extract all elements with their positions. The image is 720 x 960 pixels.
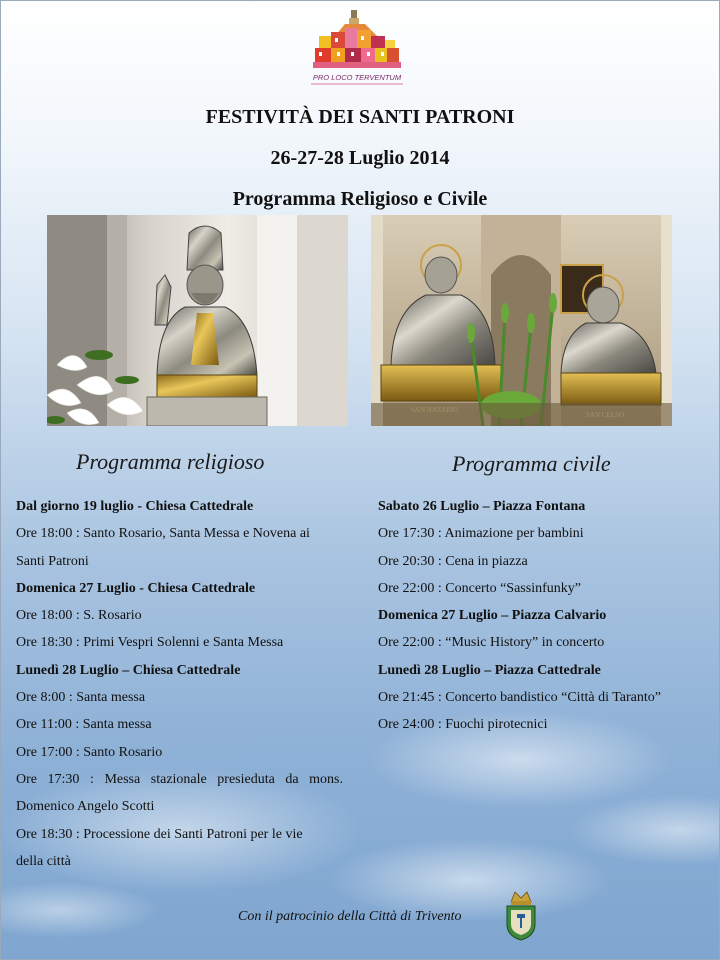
saint-bust-photo [47, 215, 348, 426]
program-line: Domenica 27 Luglio - Chiesa Cattedrale [16, 580, 256, 596]
program-line: Santi Patroni [16, 553, 89, 569]
program-line: Ore 18:30 : Primi Vespri Solenni e Santa Messa [16, 635, 284, 651]
program-line: Lunedì 28 Luglio – Piazza Cattedrale [378, 662, 601, 678]
program-line: Ore 22:00 : Concerto “Sassinfunky” [378, 580, 581, 596]
program-line: Dal giorno 19 luglio - Chiesa Cattedrale [16, 499, 254, 514]
program-line: Domenico Angelo Scotti [16, 799, 155, 815]
patronage-note: Con il patrocinio della Città di Trivento [238, 909, 462, 924]
program-line: Ore 22:00 : “Music History” in concerto [378, 635, 605, 651]
page-title: FESTIVITÀ DEI SANTI PATRONI [205, 106, 515, 128]
program-line: Ore 17:30 : Animazione per bambini [378, 526, 584, 542]
program-line: Ore 17:30 : Messa stazionale presieduta da mons. [16, 771, 343, 787]
program-line: Domenica 27 Luglio – Piazza Calvario [378, 608, 607, 624]
religious-program-list [16, 493, 343, 875]
pro-loco-logo [305, 6, 409, 92]
program-line: della città [16, 853, 71, 869]
program-line: Ore 17:00 : Santo Rosario [16, 744, 163, 760]
civil-program-list [378, 493, 708, 739]
program-line: Ore 18:00 : Santo Rosario, Santa Messa e Novena ai [16, 526, 310, 542]
program-line: Lunedì 28 Luglio – Chiesa Cattedrale [16, 662, 241, 678]
program-subtitle: Programma Religioso e Civile [232, 188, 488, 210]
two-saints-photo [371, 215, 672, 426]
program-line: Ore 8:00 : Santa messa [16, 690, 146, 706]
program-line: Ore 11:00 : Santa messa [16, 717, 152, 733]
city-crest-icon [503, 888, 539, 942]
festival-dates: 26-27-28 Luglio 2014 [270, 147, 450, 169]
program-line: Ore 20:30 : Cena in piazza [378, 553, 528, 569]
program-line: Ore 24:00 : Fuochi pirotecnici [378, 717, 548, 733]
religious-program-heading: Programma religioso [76, 449, 265, 474]
program-line: Ore 18:00 : S. Rosario [16, 608, 142, 624]
civil-program-heading: Programma civile [452, 451, 611, 476]
program-line: Ore 21:45 : Concerto bandistico “Città di Taranto” [378, 690, 661, 706]
svg-text:PRO LOCO TERVENTUM: PRO LOCO TERVENTUM [312, 73, 402, 82]
program-line: Sabato 26 Luglio – Piazza Fontana [378, 499, 586, 514]
program-line: Ore 18:30 : Processione dei Santi Patroni per le vie [16, 826, 303, 842]
